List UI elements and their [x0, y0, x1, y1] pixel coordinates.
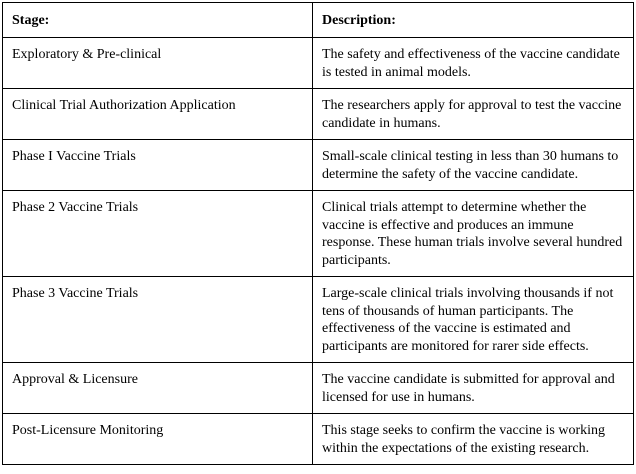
header-row	[3, 3, 634, 38]
description-cell: This stage seeks to confirm the vaccine is working within the expectations of the existing research.	[313, 414, 634, 465]
stage-cell: Phase I Vaccine Trials	[3, 140, 313, 191]
stage-cell: Phase 3 Vaccine Trials	[3, 277, 313, 363]
stage-cell: Clinical Trial Authorization Application	[3, 89, 313, 140]
header-description: Description:	[313, 3, 634, 38]
table-row	[3, 277, 634, 363]
description-cell: The safety and effectiveness of the vaccine candidate is tested in animal models.	[313, 38, 634, 89]
table-row	[3, 140, 634, 191]
stage-cell: Phase 2 Vaccine Trials	[3, 191, 313, 277]
description-cell: The researchers apply for approval to test the vaccine candidate in humans.	[313, 89, 634, 140]
description-cell: Clinical trials attempt to determine whether the vaccine is effective and produces an immune response. These human trials involve several hundred participants.	[313, 191, 634, 277]
vaccine-stages-table	[2, 2, 634, 465]
stage-cell: Approval & Licensure	[3, 363, 313, 414]
stage-cell: Post-Licensure Monitoring	[3, 414, 313, 465]
table-row	[3, 363, 634, 414]
header-stage: Stage:	[3, 3, 313, 38]
description-cell: The vaccine candidate is submitted for approval and licensed for use in humans.	[313, 363, 634, 414]
description-cell: Large-scale clinical trials involving thousands if not tens of thousands of human participants. The effectiveness of the vaccine is estimated and participants are monitored for rarer side effects.	[313, 277, 634, 363]
table-row	[3, 191, 634, 277]
table-row	[3, 89, 634, 140]
table-row	[3, 38, 634, 89]
description-cell: Small-scale clinical testing in less than 30 humans to determine the safety of the vaccine candidate.	[313, 140, 634, 191]
stage-cell: Exploratory & Pre-clinical	[3, 38, 313, 89]
table-row	[3, 414, 634, 465]
